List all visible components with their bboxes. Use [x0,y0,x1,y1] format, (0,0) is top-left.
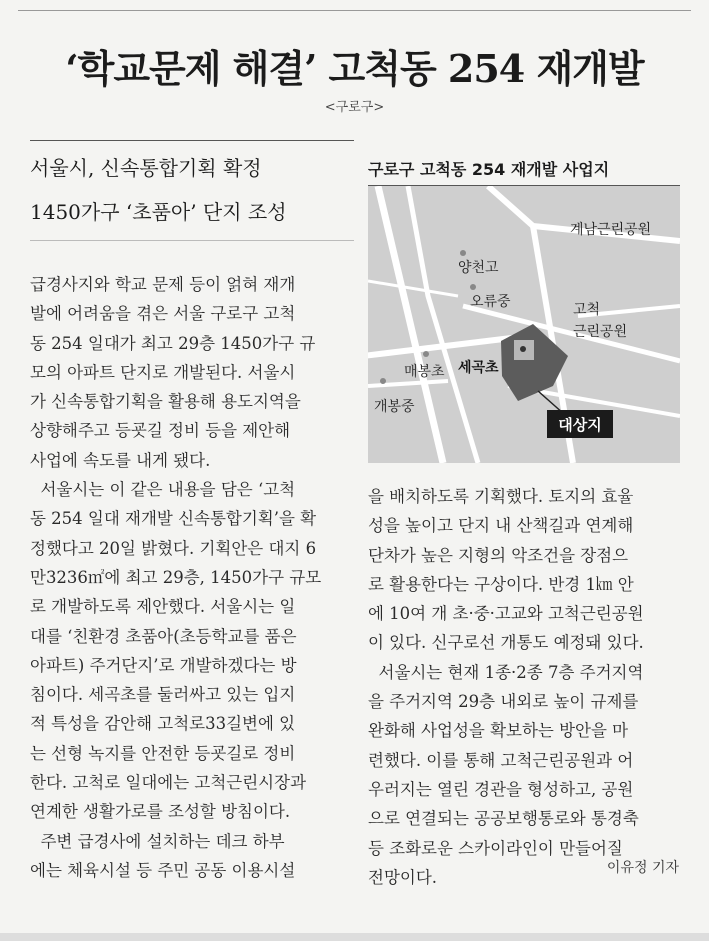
body-line: 완화해 사업성을 확보하는 방안을 마 [368,721,629,741]
region-label: <구로구> [324,100,385,115]
body-line: 사업에 속도를 내게 됐다. [30,450,211,470]
body-line: 우러지는 열린 경관을 형성하고, 공원 [368,779,634,799]
body-line: 가 신속통합기획을 활용해 용도지역을 [30,392,301,412]
body-column-1 [30,270,365,885]
body-line: 는 선형 녹지를 안전한 등굣길로 정비 [30,743,296,763]
subhead-top-rule [30,140,354,141]
byline: 이유정 기자 [606,860,679,876]
body-line: 성을 높이고 단지 내 산책길과 연계해 [368,516,634,536]
body-line: 이 있다. 신구로선 개통도 예정돼 있다. [368,633,644,653]
body-line: 모의 아파트 단지로 개발된다. 서울시 [30,362,296,382]
body-line: 서울시는 이 같은 내용을 담은 ‘고척 [30,480,296,500]
body-line: 전망이다. [368,867,438,887]
map-label-gaebong: 개봉중 [374,399,415,415]
body-line: 대를 ‘친환경 초품아(초등학교를 품은 [30,626,297,646]
body-column-2 [368,482,698,892]
map-label-park-north: 계남근린공원 [570,222,652,238]
body-line: 상향해주고 등굣길 정비 등을 제안해 [30,421,291,441]
map-label-gocheok-1: 고척 [573,302,601,318]
segok-school-dot [520,346,526,352]
body-line: 침이다. 세곡초를 둘러싸고 있는 입지 [30,685,296,705]
map-title: 구로구 고척동 254 재개발 사업지 [368,160,610,179]
top-rule [18,10,691,11]
body-line: 로 개발하도록 제안했다. 서울시는 일 [30,597,296,617]
body-line: 등 조화로운 스카이라인이 만들어질 [368,838,623,858]
body-line: 아파트) 주거단지’로 개발하겠다는 방 [30,655,297,675]
map-label-yangcheon: 양천고 [458,260,499,276]
page-bottom-bar [0,933,709,941]
body-line: 을 배치하도록 기획했다. 토지의 효율 [368,487,634,506]
body-line: 으로 연결되는 공공보행통로와 통경축 [368,809,639,829]
body-line: 로 활용한다는 구상이다. 반경 1㎞ 안 [368,574,634,594]
body-line: 적 특성을 감안해 고척로33길변에 있 [30,714,296,734]
body-line: 에는 체육시설 등 주민 공동 이용시설 [30,860,296,880]
body-line: 주변 급경사에 설치하는 데크 하부 [30,831,285,851]
body-line: 연계한 생활가로를 조성할 방침이다. [30,802,291,822]
body-line: 만3236㎡에 최고 29층, 1450가구 규모 [30,567,322,587]
map-label-segok: 세곡초 [458,360,499,376]
headline: ‘학교문제 해결’ 고척동 254 재개발 [65,46,644,91]
body-line: 련했다. 이를 통해 고척근린공원과 어 [368,750,634,770]
body-line: 급경사지와 학교 문제 등이 얽혀 재개 [30,275,296,294]
body-line: 에 10여 개 초·중·고교와 고척근린공원 [368,604,644,624]
map-label-gocheok-2: 근린공원 [573,324,628,340]
body-line: 동 254 일대가 최고 29층 1450가구 규 [30,333,316,353]
body-line: 정했다고 20일 밝혔다. 기획안은 대지 6 [30,538,317,558]
body-line: 한다. 고척로 일대에는 고척근린시장과 [30,773,307,793]
body-line: 단차가 높은 지형의 악조건을 장점으 [368,545,629,565]
body-line: 발에 어려움을 겪은 서울 구로구 고척 [30,304,296,324]
map-label-oryu: 오류중 [470,294,511,310]
body-line: 동 254 일대 재개발 신속통합기획’을 확 [30,509,317,529]
subhead-line-1: 서울시, 신속통합기획 확정 [30,156,262,180]
site-map [368,186,680,463]
body-line: 서울시는 현재 1종·2종 7층 주거지역 [368,662,644,682]
subhead-line-2: 1450가구 ‘초품아’ 단지 조성 [30,200,287,224]
body-line: 을 주거지역 29층 내외로 높이 규제를 [368,692,639,712]
map-label-maebong: 매봉초 [404,364,445,380]
subhead-bottom-rule [30,240,354,241]
map-label-target: 대상지 [558,416,602,434]
